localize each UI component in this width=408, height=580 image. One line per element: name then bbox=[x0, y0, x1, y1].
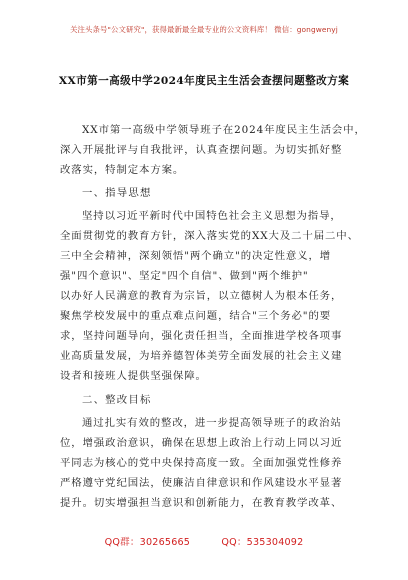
paragraph-line: 三中全会精神，深刻领悟"两个确立"的决定性意义，增 bbox=[60, 250, 332, 262]
paragraph-line: 坚持以习近平新时代中国特色社会主义思想为指导， bbox=[82, 210, 342, 222]
paragraph-line: XX市第一高级中学领导班子在2024年度民主生活会中， bbox=[82, 124, 366, 136]
paragraph-line: 业高质量发展，为培养德智体美劳全面发展的社会主义建 bbox=[60, 350, 343, 362]
paragraph-line: 设者和接班人提供坚强保障。 bbox=[60, 370, 207, 382]
paragraph-line: 深入开展批评与自我批评，认真查摆问题。为切实抓好整 bbox=[60, 144, 343, 156]
paragraph-line: 通过扎实有效的整改，进一步提高领导班子的政治站 bbox=[82, 417, 342, 429]
header-banner: 关注头条号"公文研究"，获得最新最全最专业的公文资料库！ 微信：gongwenyj bbox=[70, 25, 338, 34]
paragraph-line: 提升。切实增强担当意识和创新能力，在教育教学改革、 bbox=[60, 497, 343, 509]
paragraph-line: 位，增强政治意识，确保在思想上政治上行动上同以习近 bbox=[60, 437, 343, 449]
section-heading: 二、整改目标 bbox=[82, 394, 152, 406]
qq-number: QQ：535304092 bbox=[221, 537, 304, 548]
qq-group-number: QQ群：30265665 bbox=[104, 537, 191, 548]
footer-contacts bbox=[0, 534, 408, 548]
paragraph-line: 改落实，特制定本方案。 bbox=[60, 164, 185, 176]
paragraph-line: 求，坚持问题导向，强化责任担当，全面推进学校各项事 bbox=[60, 330, 343, 342]
paragraph-line: 全面贯彻党的教育方针，深入落实党的XX大及二十届二中、 bbox=[60, 230, 359, 242]
paragraph-line: 聚焦学校发展中的重点难点问题，结合"三个务必"的要 bbox=[60, 310, 332, 322]
paragraph-line: 严格遵守党纪国法，使廉洁自律意识和作风建设水平显著 bbox=[60, 477, 343, 489]
document-title: XX市第一高级中学2024年度民主生活会查摆问题整改方案 bbox=[58, 75, 350, 87]
paragraph-line: 以办好人民满意的教育为宗旨，以立德树人为根本任务， bbox=[60, 290, 343, 302]
paragraph-line: 强"四个意识"、坚定"四个自信"、做到"两个维护" bbox=[60, 270, 309, 282]
section-heading: 一、指导思想 bbox=[82, 187, 152, 199]
paragraph-line: 平同志为核心的党中央保持高度一致。全面加强党性修养 bbox=[60, 457, 343, 469]
